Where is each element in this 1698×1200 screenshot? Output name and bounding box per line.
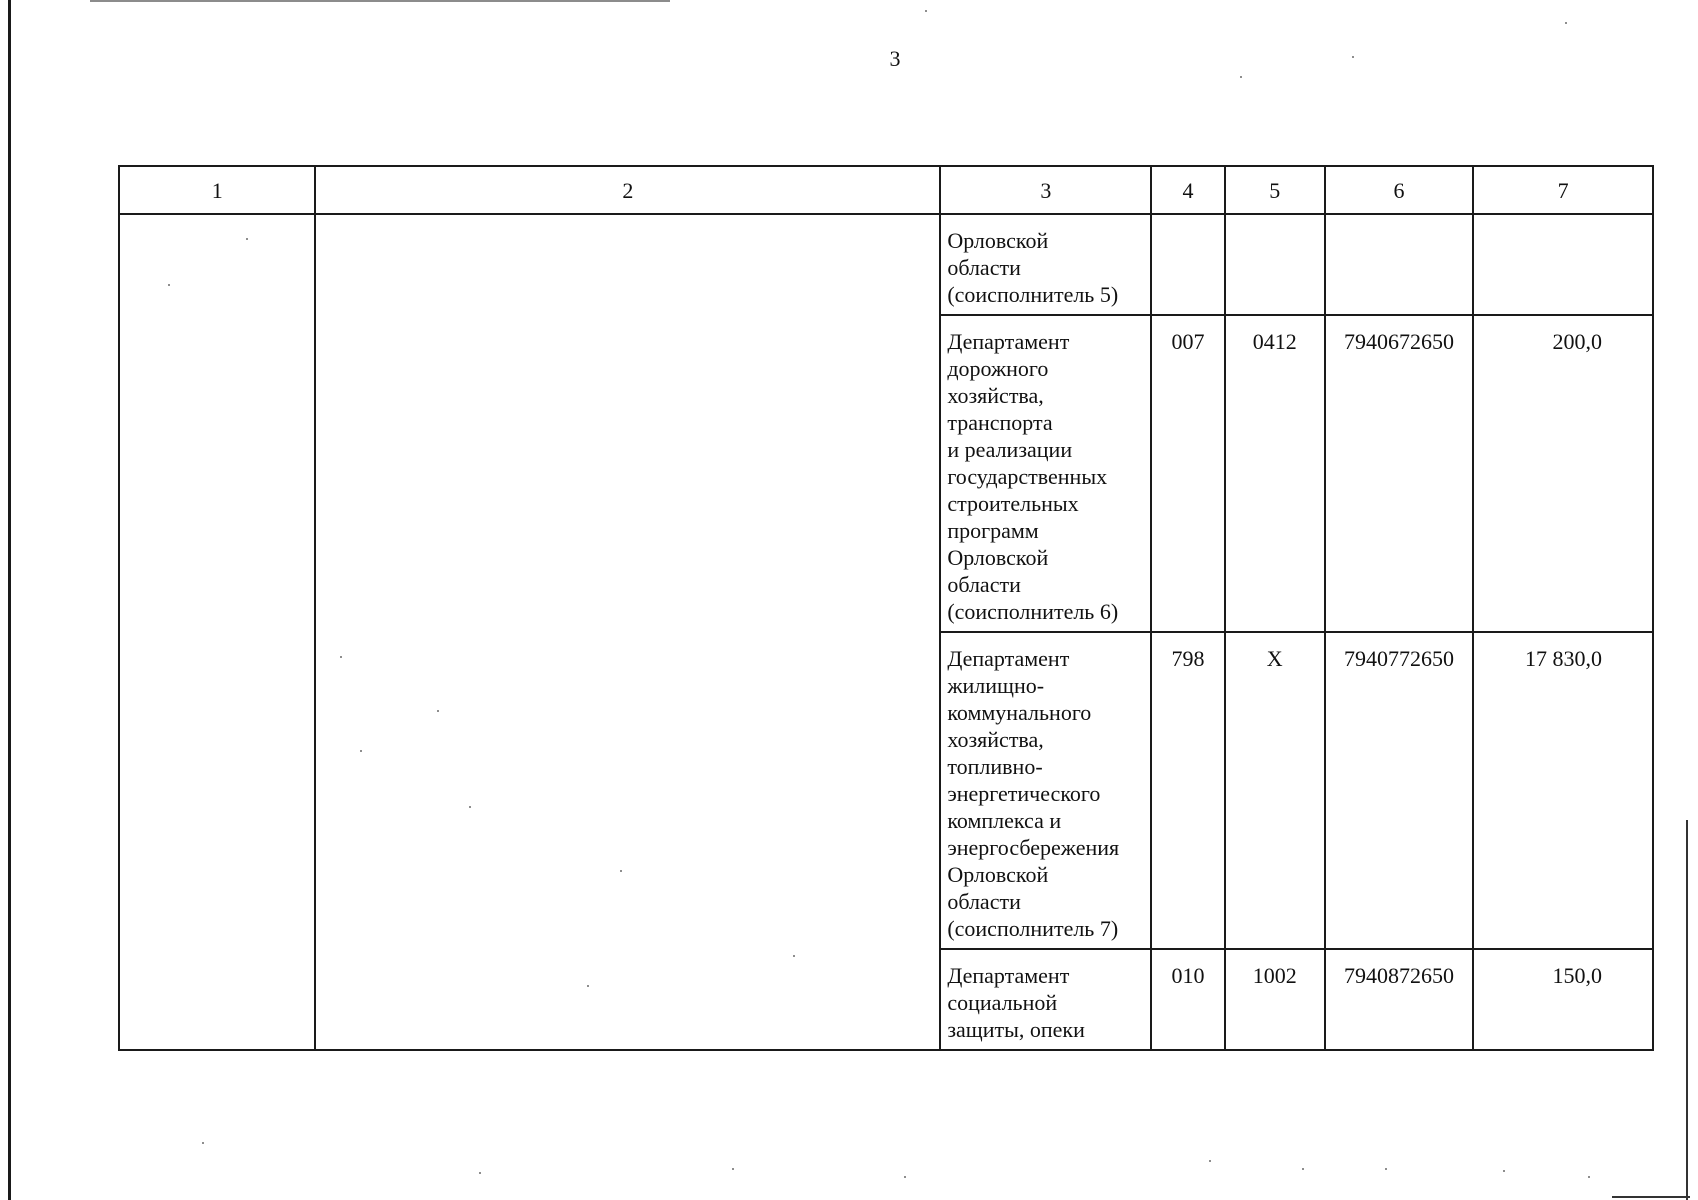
organization-text: Департамент дорожного хозяйства, транспорта и реализации государственных строительных программ Орловской области (соисполнитель 6) bbox=[947, 329, 1119, 624]
cell-organization bbox=[940, 315, 1151, 632]
scan-speck bbox=[904, 1176, 906, 1178]
scan-edge-right bbox=[1686, 820, 1688, 1200]
scan-speck bbox=[1240, 76, 1242, 78]
cell-amount: 200,0 bbox=[1473, 315, 1653, 632]
cell-column-2 bbox=[315, 214, 940, 1050]
scan-speck bbox=[360, 750, 362, 752]
cell-organization bbox=[940, 632, 1151, 949]
scan-speck bbox=[1352, 56, 1354, 58]
cell-column-6: 7940872650 bbox=[1325, 949, 1473, 1050]
cell-column-6: 7940672650 bbox=[1325, 315, 1473, 632]
column-header-6: 6 bbox=[1325, 166, 1473, 214]
cell-column-5 bbox=[1225, 214, 1325, 315]
cell-column-6: 7940772650 bbox=[1325, 632, 1473, 949]
cell-column-6 bbox=[1325, 214, 1473, 315]
scan-speck bbox=[1565, 22, 1567, 24]
scan-speck bbox=[620, 870, 622, 872]
scan-speck bbox=[1302, 1168, 1304, 1170]
column-header-7: 7 bbox=[1473, 166, 1653, 214]
scan-speck bbox=[437, 710, 439, 712]
scan-speck bbox=[925, 10, 927, 12]
document-table bbox=[118, 165, 1654, 1051]
scan-edge-bottom bbox=[1612, 1196, 1690, 1198]
column-header-1: 1 bbox=[119, 166, 315, 214]
scan-edge-left bbox=[8, 0, 11, 1200]
scan-speck bbox=[1503, 1170, 1505, 1172]
scan-speck bbox=[587, 985, 589, 987]
cell-organization bbox=[940, 214, 1151, 315]
scan-speck bbox=[1588, 1176, 1590, 1178]
cell-amount: 150,0 bbox=[1473, 949, 1653, 1050]
cell-organization bbox=[940, 949, 1151, 1050]
scan-speck bbox=[202, 1142, 204, 1144]
scan-speck bbox=[340, 656, 342, 658]
column-header-5: 5 bbox=[1225, 166, 1325, 214]
cell-column-4 bbox=[1151, 214, 1224, 315]
cell-column-5: 0412 bbox=[1225, 315, 1325, 632]
page-number: 3 bbox=[889, 46, 901, 71]
column-header-2: 2 bbox=[315, 166, 940, 214]
cell-column-4: 007 bbox=[1151, 315, 1224, 632]
scan-speck bbox=[469, 806, 471, 808]
cell-column-5: Х bbox=[1225, 632, 1325, 949]
scan-speck bbox=[793, 955, 795, 957]
scan-speck bbox=[246, 238, 248, 240]
scan-speck bbox=[732, 1168, 734, 1170]
scan-speck bbox=[1209, 1160, 1211, 1162]
organization-text: Орловской области (соисполнитель 5) bbox=[947, 228, 1119, 307]
scan-edge-top bbox=[90, 0, 670, 2]
cell-amount bbox=[1473, 214, 1653, 315]
cell-column-1 bbox=[119, 214, 315, 1050]
cell-column-4: 798 bbox=[1151, 632, 1224, 949]
column-header-4: 4 bbox=[1151, 166, 1224, 214]
table-row bbox=[119, 214, 1653, 315]
organization-text: Департамент жилищно- коммунального хозяйства, топливно- энергетического комплекса и энергосбережения Орловской области (соисполнитель 7) bbox=[947, 646, 1120, 941]
cell-amount: 17 830,0 bbox=[1473, 632, 1653, 949]
table-header-row bbox=[119, 166, 1653, 214]
column-header-3: 3 bbox=[940, 166, 1151, 214]
organization-text: Департамент социальной защиты, опеки bbox=[947, 963, 1085, 1042]
scan-speck bbox=[168, 284, 170, 286]
cell-column-4: 010 bbox=[1151, 949, 1224, 1050]
scan-speck bbox=[479, 1172, 481, 1174]
cell-column-5: 1002 bbox=[1225, 949, 1325, 1050]
scan-speck bbox=[1385, 1168, 1387, 1170]
